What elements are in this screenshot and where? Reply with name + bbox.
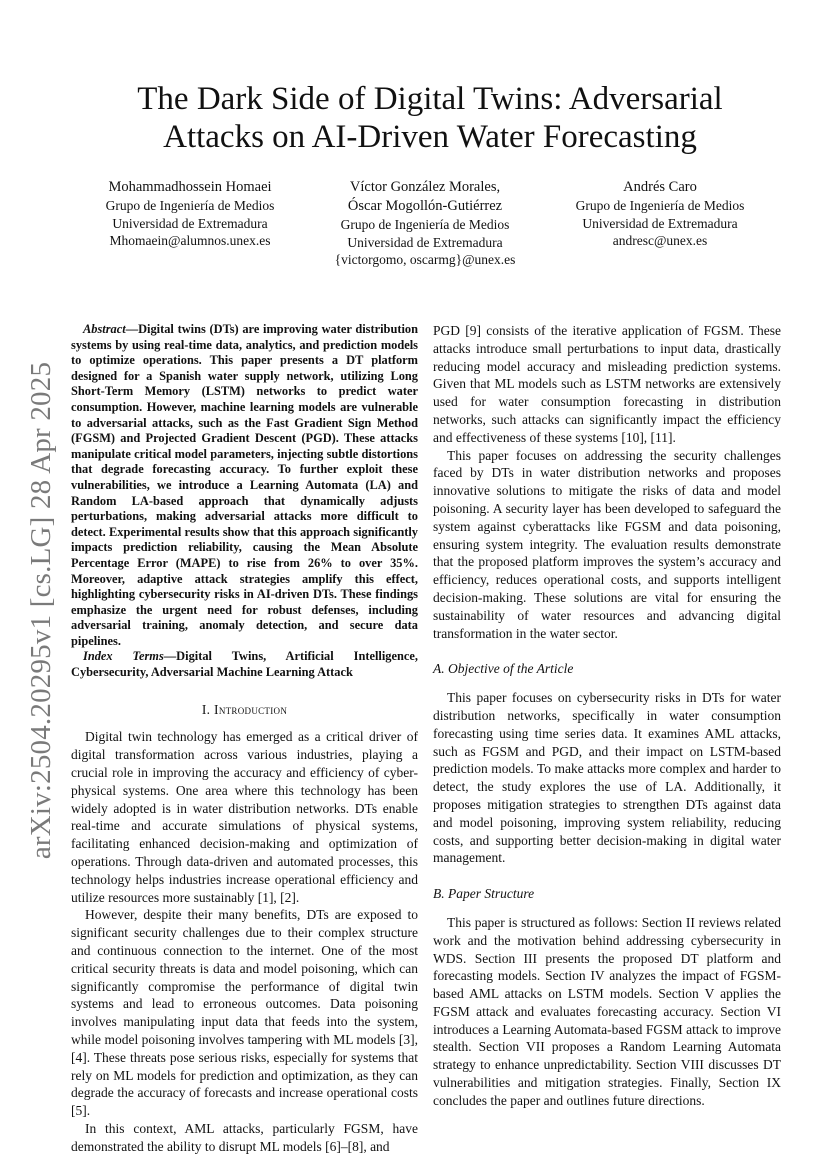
author-3 xyxy=(550,178,770,250)
author-email: andresc@unex.es xyxy=(612,233,708,248)
abstract-label: Abstract xyxy=(83,322,126,336)
abstract-text: —Digital twins (DTs) are improving water distribution systems by using real-time data, analytics, and prediction models to optimize operations. This paper presents a DT platform designed for a Spanish water supply network, utilizing Long Short-Term Memory (LSTM) networks to predict water consumption. However, machine learning models are vulnerable to adversarial attacks, such as the Fast Gradient Sign Method (FGSM) and Projected Gradient Descent (PGD). These attacks manipulate critical model parameters, injecting subtle distortions that degrade forecasting accuracy. To further exploit these vulnerabilities, we introduce a Learning Automata (LA) and Random LA-based approach that dynamically adjusts perturbations, making adversarial attacks more difficult to detect. Experimental results show that this approach significantly impacts prediction reliability, causing the Mean Absolute Percentage Error (MAPE) to rise from 26% to over 35%. Moreover, adaptive attack strategies amplify this effect, highlighting cybersecurity risks in AI-driven DTs. These findings emphasize the urgent need for robust defenses, including adversarial training, anomaly detection, and secure data pipelines. xyxy=(71,322,418,648)
author-university: Universidad de Extremadura xyxy=(582,215,738,231)
author-email: {victorgomo, oscarmg}@unex.es xyxy=(334,252,516,267)
author-name: Mohammadhossein Homaei xyxy=(108,179,272,195)
abstract xyxy=(71,322,418,649)
author-name-2: Óscar Mogollón-Gutiérrez xyxy=(347,198,503,214)
structure-paragraph: This paper is structured as follows: Section II reviews related work and the motivation behind addressing cybersecurity in WDS. Section III presents the proposed DT platform and forecasting models. Section IV analyzes the impact of FGSM-based AML attacks on LSTM models. Section V applies the FGSM attack and evaluates forecasting accuracy. Section VI introduces a Learning Automata-based FGSM attack to improve stealth. Section VII proposes a Random Learning Automata strategy to enhance unpredictability. Section VIII discusses DT vulnerabilities and mitigation strategies. Finally, Section IX concludes the paper and outlines future directions. xyxy=(433,914,781,1108)
right-column xyxy=(433,322,781,1110)
left-column xyxy=(71,322,418,1156)
author-1 xyxy=(80,178,300,250)
author-2 xyxy=(320,178,530,269)
section-heading-introduction xyxy=(71,701,418,719)
author-name: Andrés Caro xyxy=(623,179,697,195)
intro-paragraph-2: However, despite their many benefits, DTs are exposed to significant security challenges due to their complex structure and continuous connection to the internet. One of the most critical security threats is data and model poisoning, which can significantly compromise the performance of digital twin systems and lead to erroneous outcomes. Data poisoning involves manipulating input data that feeds into the system, while model poisoning involves tampering with ML models [3], [4]. These threats pose serious risks, especially for systems that rely on ML models for prediction and optimization, as they can degrade the accuracy of forecasts and increase operational costs [5]. xyxy=(71,907,418,1119)
index-terms-text: —Digital Twins, Artificial Intelligence, Cybersecurity, Adversarial Machine Learning Attack xyxy=(71,649,418,680)
author-email: Mhomaein@alumnos.unex.es xyxy=(109,233,271,248)
index-terms xyxy=(71,649,418,680)
section-title: Introduction xyxy=(214,701,288,717)
intro-paragraph-3: In this context, AML attacks, particularly FGSM, have demonstrated the ability to disrupt ML models [6]–[8], and xyxy=(71,1120,418,1154)
author-university: Universidad de Extremadura xyxy=(112,215,268,231)
intro-paragraph-1: Digital twin technology has emerged as a critical driver of digital transformation across various industries, playing a crucial role in improving the accuracy and efficiency of cyber-physical systems. One area where this technology has been widely adopted is in water distribution networks. DTs enable real-time and accurate simulations of physical systems, facilitating enhanced decision-making and optimization of operations. Through data-driven and automated processes, this technology helps industries increase operational efficiency and utilize resources more sustainably [1], [2]. xyxy=(71,729,418,905)
objective-paragraph: This paper focuses on cybersecurity risks in DTs for water distribution networks, specifically in water consumption forecasting using time series data. It examines AML attacks, such as FGSM and PGD, and their impact on LSTM-based prediction models. To make attacks more complex and harder to detect, the study explores the use of LA. Additionally, it proposes mitigation strategies to strengthen DTs against data and model poisoning, improving system reliability, reducing costs, and supporting better decision-making in digital water management. xyxy=(433,690,781,866)
author-affiliation: Grupo de Ingeniería de Medios xyxy=(340,217,510,232)
section-number: I. xyxy=(201,701,211,717)
arxiv-identifier xyxy=(22,361,62,859)
author-university: Universidad de Extremadura xyxy=(347,234,503,250)
index-terms-label: Index Terms xyxy=(83,649,164,664)
intro-continuation-paragraph: PGD [9] consists of the iterative application of FGSM. These attacks introduce small perturbations to input data, drastically reducing model accuracy and misleading prediction systems. Given that ML models such as LSTM networks are extensively used for water consumption forecasting in distribution networks, such attacks can significantly impact the efficiency and effectiveness of these systems [10], [11]. xyxy=(433,323,781,445)
author-affiliation: Grupo de Ingeniería de Medios xyxy=(105,198,275,213)
intro-paragraph-4: This paper focuses on addressing the security challenges faced by DTs in water distribution networks and proposes innovative solutions to mitigate the risks of data and model poisoning. A security layer has been developed to safeguard the system against cyberattacks like FGSM and data poisoning, ensuring system integrity. The evaluation results demonstrate that the proposed platform improves the system’s accuracy and efficiency, reduces operational costs, and supports intelligent decision-making. These solutions are vital for ensuring the sustainability of water resources and advancing digital transformation in the water sector. xyxy=(433,447,781,641)
subsection-heading-objective: A. Objective of the Article xyxy=(433,661,574,677)
arxiv-id-text: arXiv:2504.20295v1 [cs.LG] 28 Apr 2025 xyxy=(25,361,58,859)
subsection-heading-structure: B. Paper Structure xyxy=(433,886,535,902)
paper-title: The Dark Side of Digital Twins: Adversarial Attacks on AI-Driven Water Forecasting xyxy=(137,81,723,155)
author-affiliation: Grupo de Ingeniería de Medios xyxy=(575,198,745,213)
author-name: Víctor González Morales, xyxy=(349,179,501,195)
